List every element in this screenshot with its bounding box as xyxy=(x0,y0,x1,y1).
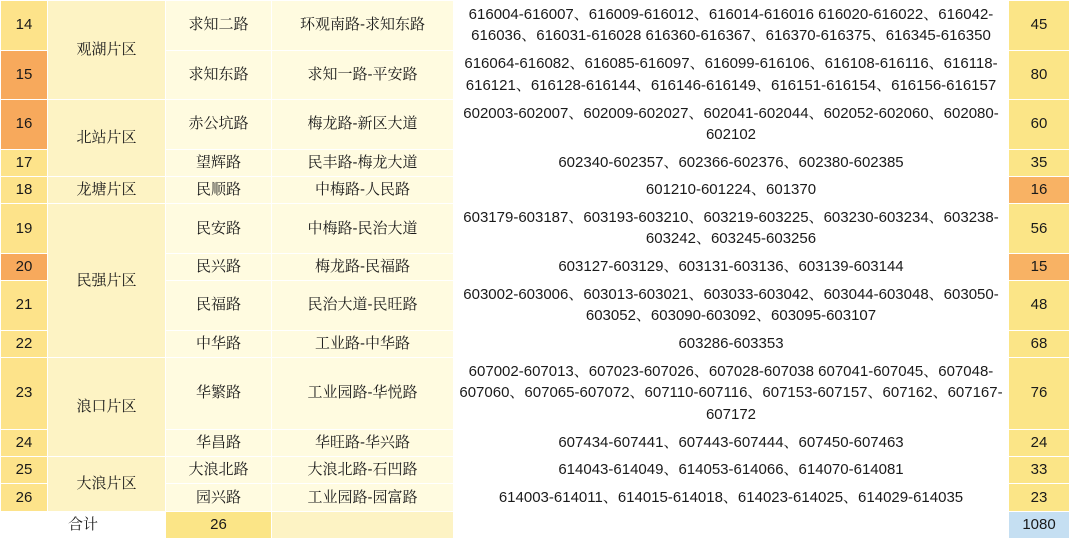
table-row xyxy=(1,100,1069,150)
row-index: 18 xyxy=(1,176,48,203)
row-road: 望辉路 xyxy=(166,149,272,176)
table-row xyxy=(1,176,1069,203)
table-total-row xyxy=(1,511,1069,538)
row-index: 24 xyxy=(1,429,48,456)
table-row xyxy=(1,1,1069,51)
row-road: 求知二路 xyxy=(166,1,272,51)
row-range: 梅龙路-民福路 xyxy=(272,253,454,280)
total-range-empty xyxy=(272,511,454,538)
row-count: 33 xyxy=(1009,456,1069,483)
row-road: 华繁路 xyxy=(166,357,272,429)
total-count: 1080 xyxy=(1009,511,1069,538)
total-label: 合计 xyxy=(1,511,166,538)
row-numbers: 603179-603187、603193-603210、603219-603225、603230-603234、603238-603242、603245-603256 xyxy=(454,204,1009,254)
row-range: 中梅路-民治大道 xyxy=(272,204,454,254)
table-row xyxy=(1,204,1069,254)
row-road: 华昌路 xyxy=(166,429,272,456)
row-count: 45 xyxy=(1009,1,1069,51)
row-index: 16 xyxy=(1,100,48,150)
row-area: 浪口片区 xyxy=(48,357,166,456)
row-index: 21 xyxy=(1,281,48,331)
row-index: 25 xyxy=(1,456,48,483)
row-numbers: 603002-603006、603013-603021、603033-603042、603044-603048、603050-603052、603090-603092、603095-603107 xyxy=(454,281,1009,331)
row-count: 15 xyxy=(1009,253,1069,280)
row-range: 梅龙路-新区大道 xyxy=(272,100,454,150)
row-road: 民顺路 xyxy=(166,176,272,203)
row-count: 48 xyxy=(1009,281,1069,331)
row-numbers: 614043-614049、614053-614066、614070-614081 xyxy=(454,456,1009,483)
row-area: 大浪片区 xyxy=(48,456,166,511)
row-count: 76 xyxy=(1009,357,1069,429)
row-numbers: 603127-603129、603131-603136、603139-603144 xyxy=(454,253,1009,280)
row-count: 68 xyxy=(1009,330,1069,357)
table-row xyxy=(1,456,1069,483)
row-count: 16 xyxy=(1009,176,1069,203)
row-count: 56 xyxy=(1009,204,1069,254)
row-count: 80 xyxy=(1009,50,1069,100)
row-area: 龙塘片区 xyxy=(48,176,166,203)
row-area: 民强片区 xyxy=(48,204,166,358)
row-index: 15 xyxy=(1,50,48,100)
row-range: 工业路-中华路 xyxy=(272,330,454,357)
row-index: 23 xyxy=(1,357,48,429)
row-index: 17 xyxy=(1,149,48,176)
row-numbers: 616004-616007、616009-616012、616014-616016 616020-616022、616042-616036、616031-616028 616360-616367、616370-616375、616345-616350 xyxy=(454,1,1009,51)
row-road: 求知东路 xyxy=(166,50,272,100)
row-index: 19 xyxy=(1,204,48,254)
row-range: 中梅路-人民路 xyxy=(272,176,454,203)
row-road: 赤公坑路 xyxy=(166,100,272,150)
row-road: 民福路 xyxy=(166,281,272,331)
total-numbers-empty xyxy=(454,511,1009,538)
total-road-count: 26 xyxy=(166,511,272,538)
row-area: 观湖片区 xyxy=(48,1,166,100)
row-area: 北站片区 xyxy=(48,100,166,177)
row-index: 14 xyxy=(1,1,48,51)
row-road: 民安路 xyxy=(166,204,272,254)
row-index: 22 xyxy=(1,330,48,357)
row-numbers: 616064-616082、616085-616097、616099-616106、616108-616116、616118-616121、616128-616144、616146-616149、616151-616154、616156-616157 xyxy=(454,50,1009,100)
row-range: 民治大道-民旺路 xyxy=(272,281,454,331)
row-count: 24 xyxy=(1009,429,1069,456)
row-range: 环观南路-求知东路 xyxy=(272,1,454,51)
row-numbers: 607002-607013、607023-607026、607028-607038 607041-607045、607048-607060、607065-607072、607110-607116、607153-607157、607162、607167-607172 xyxy=(454,357,1009,429)
row-road: 民兴路 xyxy=(166,253,272,280)
row-numbers: 603286-603353 xyxy=(454,330,1009,357)
row-range: 大浪北路-石凹路 xyxy=(272,456,454,483)
row-numbers: 601210-601224、601370 xyxy=(454,176,1009,203)
row-road: 园兴路 xyxy=(166,484,272,511)
row-numbers: 614003-614011、614015-614018、614023-614025、614029-614035 xyxy=(454,484,1009,511)
row-count: 60 xyxy=(1009,100,1069,150)
row-road: 中华路 xyxy=(166,330,272,357)
row-numbers: 607434-607441、607443-607444、607450-607463 xyxy=(454,429,1009,456)
row-count: 23 xyxy=(1009,484,1069,511)
row-range: 求知一路-平安路 xyxy=(272,50,454,100)
row-range: 工业园路-华悦路 xyxy=(272,357,454,429)
row-count: 35 xyxy=(1009,149,1069,176)
row-range: 华旺路-华兴路 xyxy=(272,429,454,456)
row-range: 工业园路-园富路 xyxy=(272,484,454,511)
row-road: 大浪北路 xyxy=(166,456,272,483)
table-row xyxy=(1,357,1069,429)
row-index: 20 xyxy=(1,253,48,280)
row-numbers: 602003-602007、602009-602027、602041-602044、602052-602060、602080-602102 xyxy=(454,100,1009,150)
row-index: 26 xyxy=(1,484,48,511)
row-numbers: 602340-602357、602366-602376、602380-602385 xyxy=(454,149,1009,176)
row-range: 民丰路-梅龙大道 xyxy=(272,149,454,176)
